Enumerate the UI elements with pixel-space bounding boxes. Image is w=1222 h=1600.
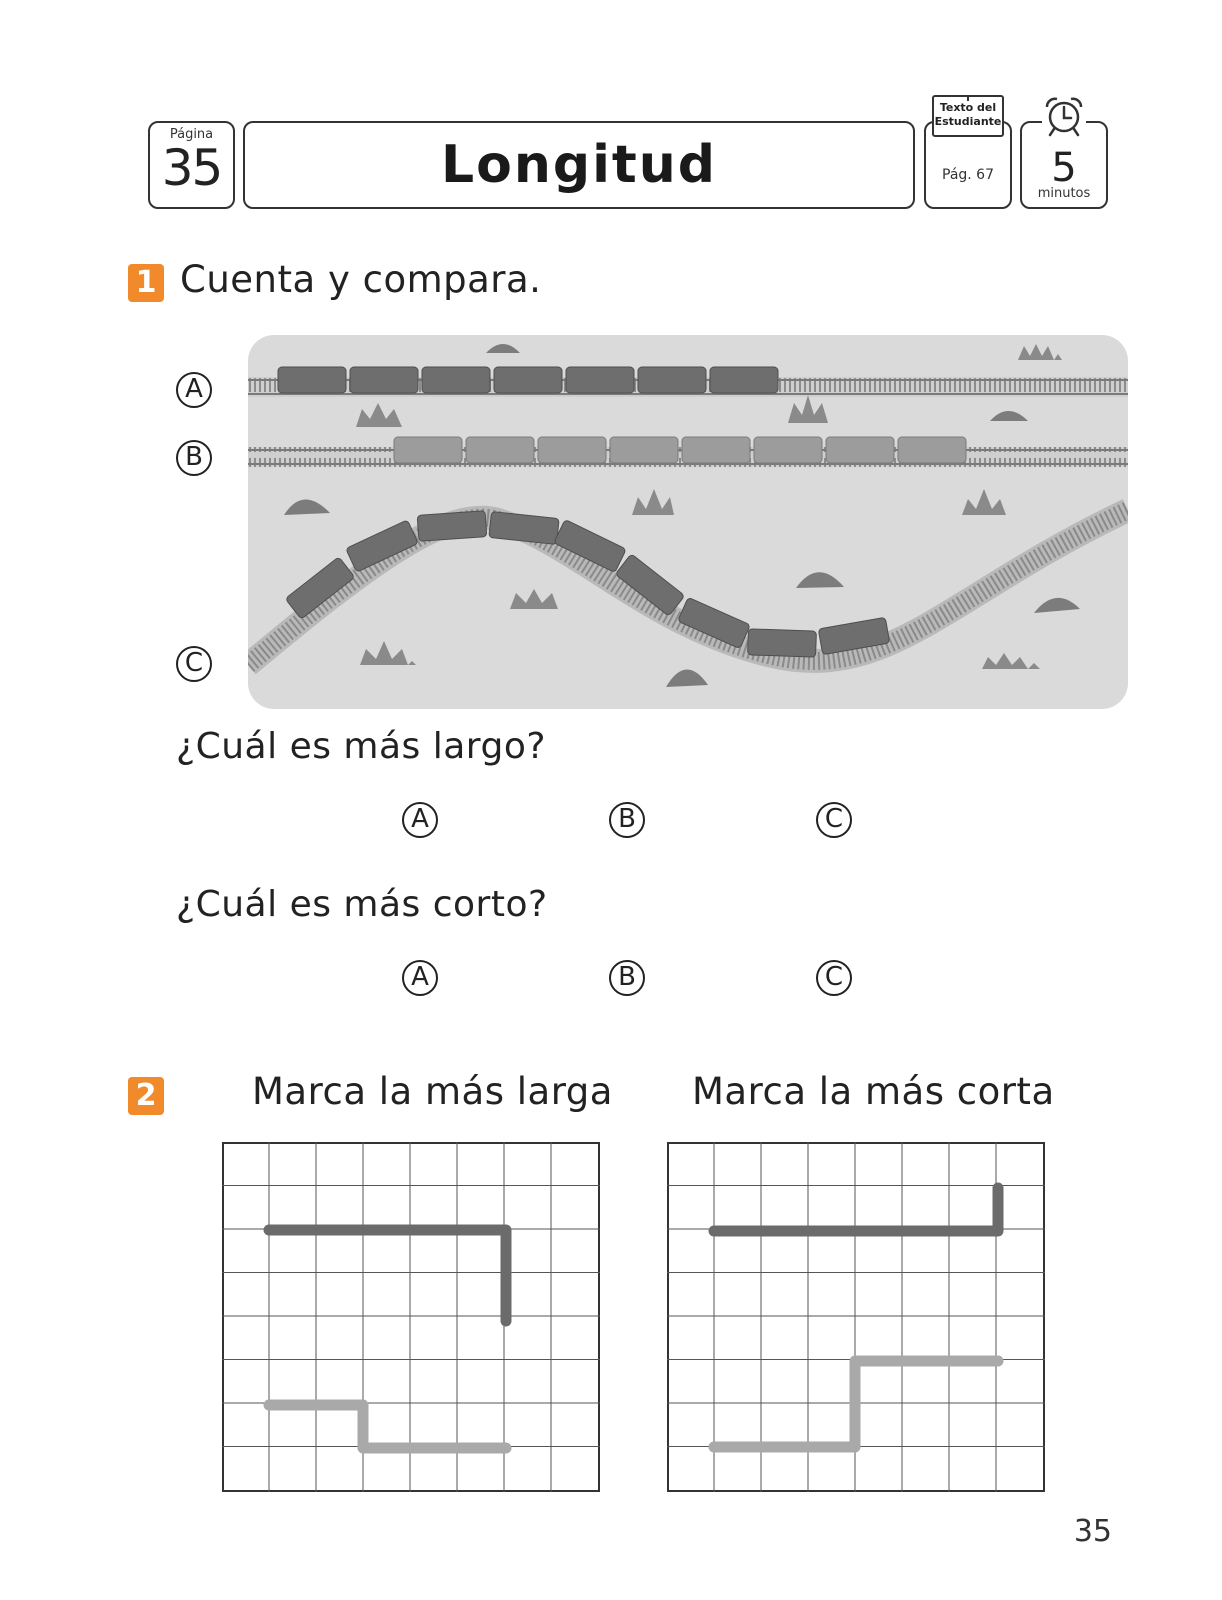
time-box	[1020, 121, 1108, 209]
question-longest: ¿Cuál es más largo?	[176, 726, 546, 767]
option-shortest-c[interactable]: C	[816, 960, 852, 996]
book-page: Pág. 67	[942, 167, 994, 183]
exercise-1-instruction: Cuenta y compara.	[180, 258, 542, 301]
option-longest-c[interactable]: C	[816, 802, 852, 838]
option-longest-a[interactable]: A	[402, 802, 438, 838]
option-shortest-b[interactable]: B	[609, 960, 645, 996]
question-shortest: ¿Cuál es más corto?	[176, 884, 548, 925]
grid-left	[222, 1142, 600, 1492]
train-label-a: A	[176, 372, 212, 408]
exercise-2-right-instruction: Marca la más corta	[692, 1070, 1055, 1113]
page-number-box	[148, 121, 235, 209]
page-title: Longitud	[440, 135, 718, 195]
page-number: 35	[161, 139, 222, 197]
book-icon	[932, 95, 1004, 137]
train-label-c: C	[176, 646, 212, 682]
train-illustration	[248, 335, 1128, 709]
book-label-line2: Estudiante	[934, 115, 1002, 128]
grid-right	[667, 1142, 1045, 1492]
option-longest-b[interactable]: B	[609, 802, 645, 838]
book-label-line1: Texto del	[939, 101, 997, 114]
option-shortest-a[interactable]: A	[402, 960, 438, 996]
footer-page-number: 35	[1073, 1514, 1112, 1549]
page-label: Página	[169, 127, 214, 142]
time-unit: minutos	[1037, 186, 1091, 201]
exercise-1-badge: 1	[128, 264, 164, 302]
exercise-2-badge: 2	[128, 1077, 164, 1115]
train-label-b: B	[176, 440, 212, 476]
exercise-2-left-instruction: Marca la más larga	[252, 1070, 613, 1113]
time-value: 5	[1051, 145, 1077, 191]
title-box	[243, 121, 915, 209]
alarm-clock-icon	[1042, 95, 1086, 139]
train-a	[278, 367, 778, 393]
student-text-box	[924, 101, 1012, 209]
